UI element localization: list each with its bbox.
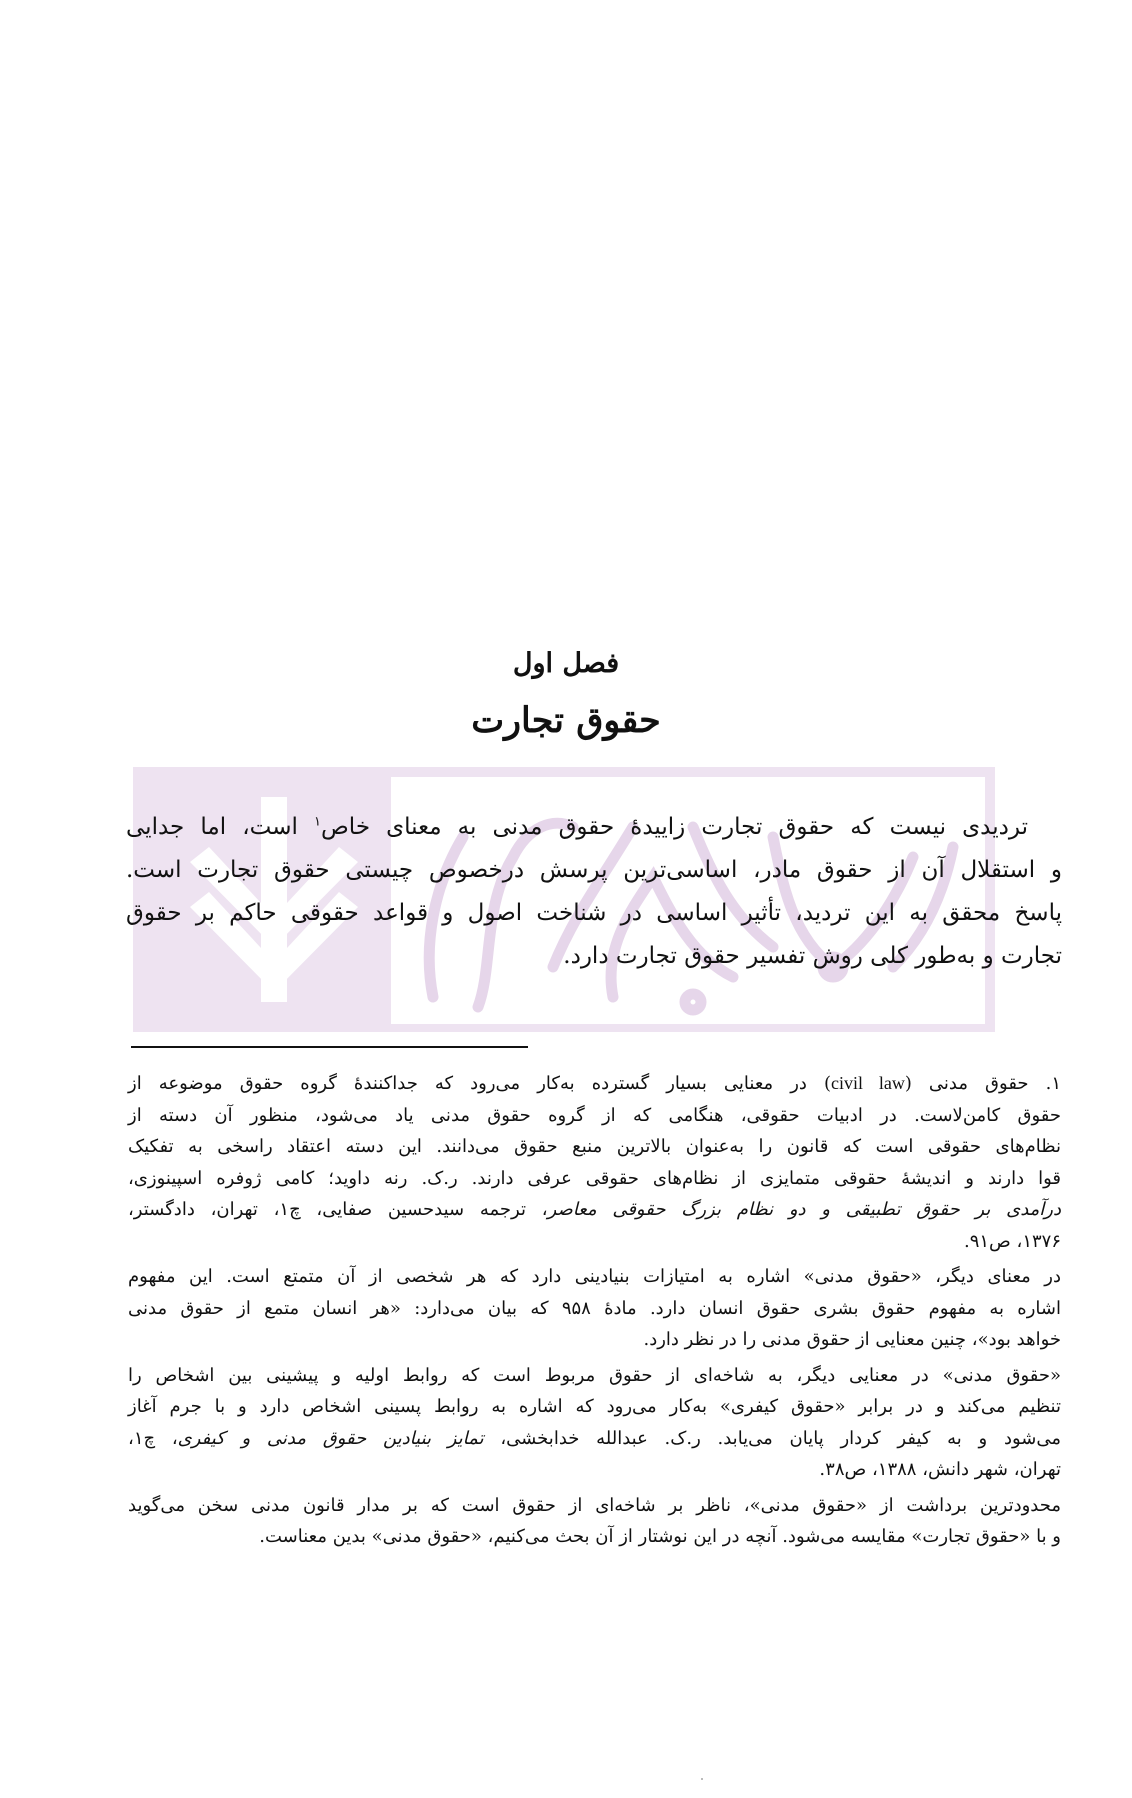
footnote-line (128, 1423, 1061, 1455)
body-line-text: است، اما جدایی (126, 814, 315, 840)
scan-speck (701, 1778, 703, 1780)
body-line (126, 806, 1062, 849)
footnote-1-continued-c (128, 1490, 1061, 1553)
body-line: پاسخ محقق به این تردید، تأثیر اساسی در شناخت اصول و قواعد حقوقی حاکم بر حقوق (126, 900, 1062, 926)
footnote-line (128, 1068, 1061, 1100)
footnote-line: حقوق کامن‌لاست. در ادبیات حقوقی، هنگامی که از گروه حقوق مدنی یاد می‌شود، منظور آن دسته از (128, 1104, 1061, 1126)
footnote-line: در معنای دیگر، «حقوق مدنی» اشاره به امتیازات بنیادینی دارد که هر شخصی از آن متمتع است. این مفهوم (128, 1266, 1061, 1287)
footnote-text: ) در معنایی بسیار گسترده به‌کار می‌رود که جداکنندۀ گروه حقوق موضوعه از (128, 1073, 832, 1094)
body-line: و استقلال آن از حقوق مادر، اساسی‌ترین پرسش درخصوص چیستی حقوق تجارت است. (126, 857, 1062, 883)
book-title-italic: تمایز بنیادین حقوق مدنی و کیفری (177, 1427, 484, 1449)
footnote-line: ۱۳۷۶، ص۹۱. (963, 1230, 1061, 1252)
footnote-line: «حقوق مدنی» در معنایی دیگر، به شاخه‌ای از حقوق مربوط است که روابط اولیه و پیشینی بین اشخاص را (128, 1364, 1061, 1386)
footnote-text: ۱. حقوق مدنی ( (904, 1073, 1061, 1094)
footnote-separator (131, 1046, 528, 1048)
footnote-line: خواهد بود»، چنین معنایی از حقوق مدنی را در نظر دارد. (643, 1329, 1061, 1350)
footnote-line: تنظیم می‌کند و در برابر «حقوق کیفری» به‌کار می‌رود که اشاره به روابط پسینی اشخاص دارد و با جرم آغاز (128, 1396, 1061, 1417)
footnote-line: اشاره به مفهوم حقوق بشری حقوق انسان دارد. مادۀ ۹۵۸ که بیان می‌دارد: «هر انسان متمع از حقوق مدنی (128, 1297, 1061, 1319)
footnote-text: ، ترجمه سیدحسین صفایی، چ۱، تهران، دادگستر، (128, 1199, 548, 1220)
footnote-line: محدودترین برداشت از «حقوق مدنی»، ناظر بر شاخه‌ای از حقوق است که بر مدار قانون مدنی سخن می‌گوید (128, 1494, 1061, 1516)
footnote-text: ، چ۱، (128, 1427, 178, 1449)
body-line: تجارت و به‌طور کلی روش تفسیر حقوق تجارت دارد. (563, 943, 1062, 969)
footnote-reference[interactable]: ۱ (314, 814, 321, 830)
footnote-line (128, 1194, 1061, 1226)
footnotes (128, 1068, 1061, 1557)
footnote-latin-term: civil law (831, 1073, 905, 1093)
footnote-1-continued-b (128, 1360, 1061, 1486)
footnote-line: قوا دارند و اندیشۀ حقوقی متمایزی از نظام‌های حقوقی عرفی دارند. ر.ک. رنه داوید؛ کامی ژوفره اسپینوزی، (128, 1167, 1061, 1189)
chapter-title: حقوق تجارت (471, 700, 661, 741)
footnote-line: نظام‌های حقوقی است که قانون را به‌عنوان بالاترین منبع حقوق می‌دانند. این دسته اعتقاد راسخی به تفکیک (128, 1136, 1061, 1157)
body-line-text: تردیدی نیست که حقوق تجارت زاییدۀ حقوق مدنی به معنای خاص (321, 814, 1028, 840)
footnote-1-continued-a (128, 1261, 1061, 1356)
chapter-number: فصل اول (512, 648, 620, 679)
footnote-1 (128, 1068, 1061, 1257)
book-title-italic: درآمدی بر حقوق تطبیقی و دو نظام بزرگ حقوقی معاصر (547, 1199, 1062, 1220)
footnote-text: می‌شود و به کیفر کردار پایان می‌یابد. ر.ک. عبدالله خدابخشی، (483, 1427, 1061, 1449)
footnote-line: تهران، شهر دانش، ۱۳۸۸، ص۳۸. (819, 1459, 1061, 1480)
body-paragraph (126, 806, 1062, 978)
footnote-line: و با «حقوق تجارت» مقایسه می‌شود. آنچه در این نوشتار از آن بحث می‌کنیم، «حقوق مدنی» بدین معناست. (259, 1526, 1061, 1547)
